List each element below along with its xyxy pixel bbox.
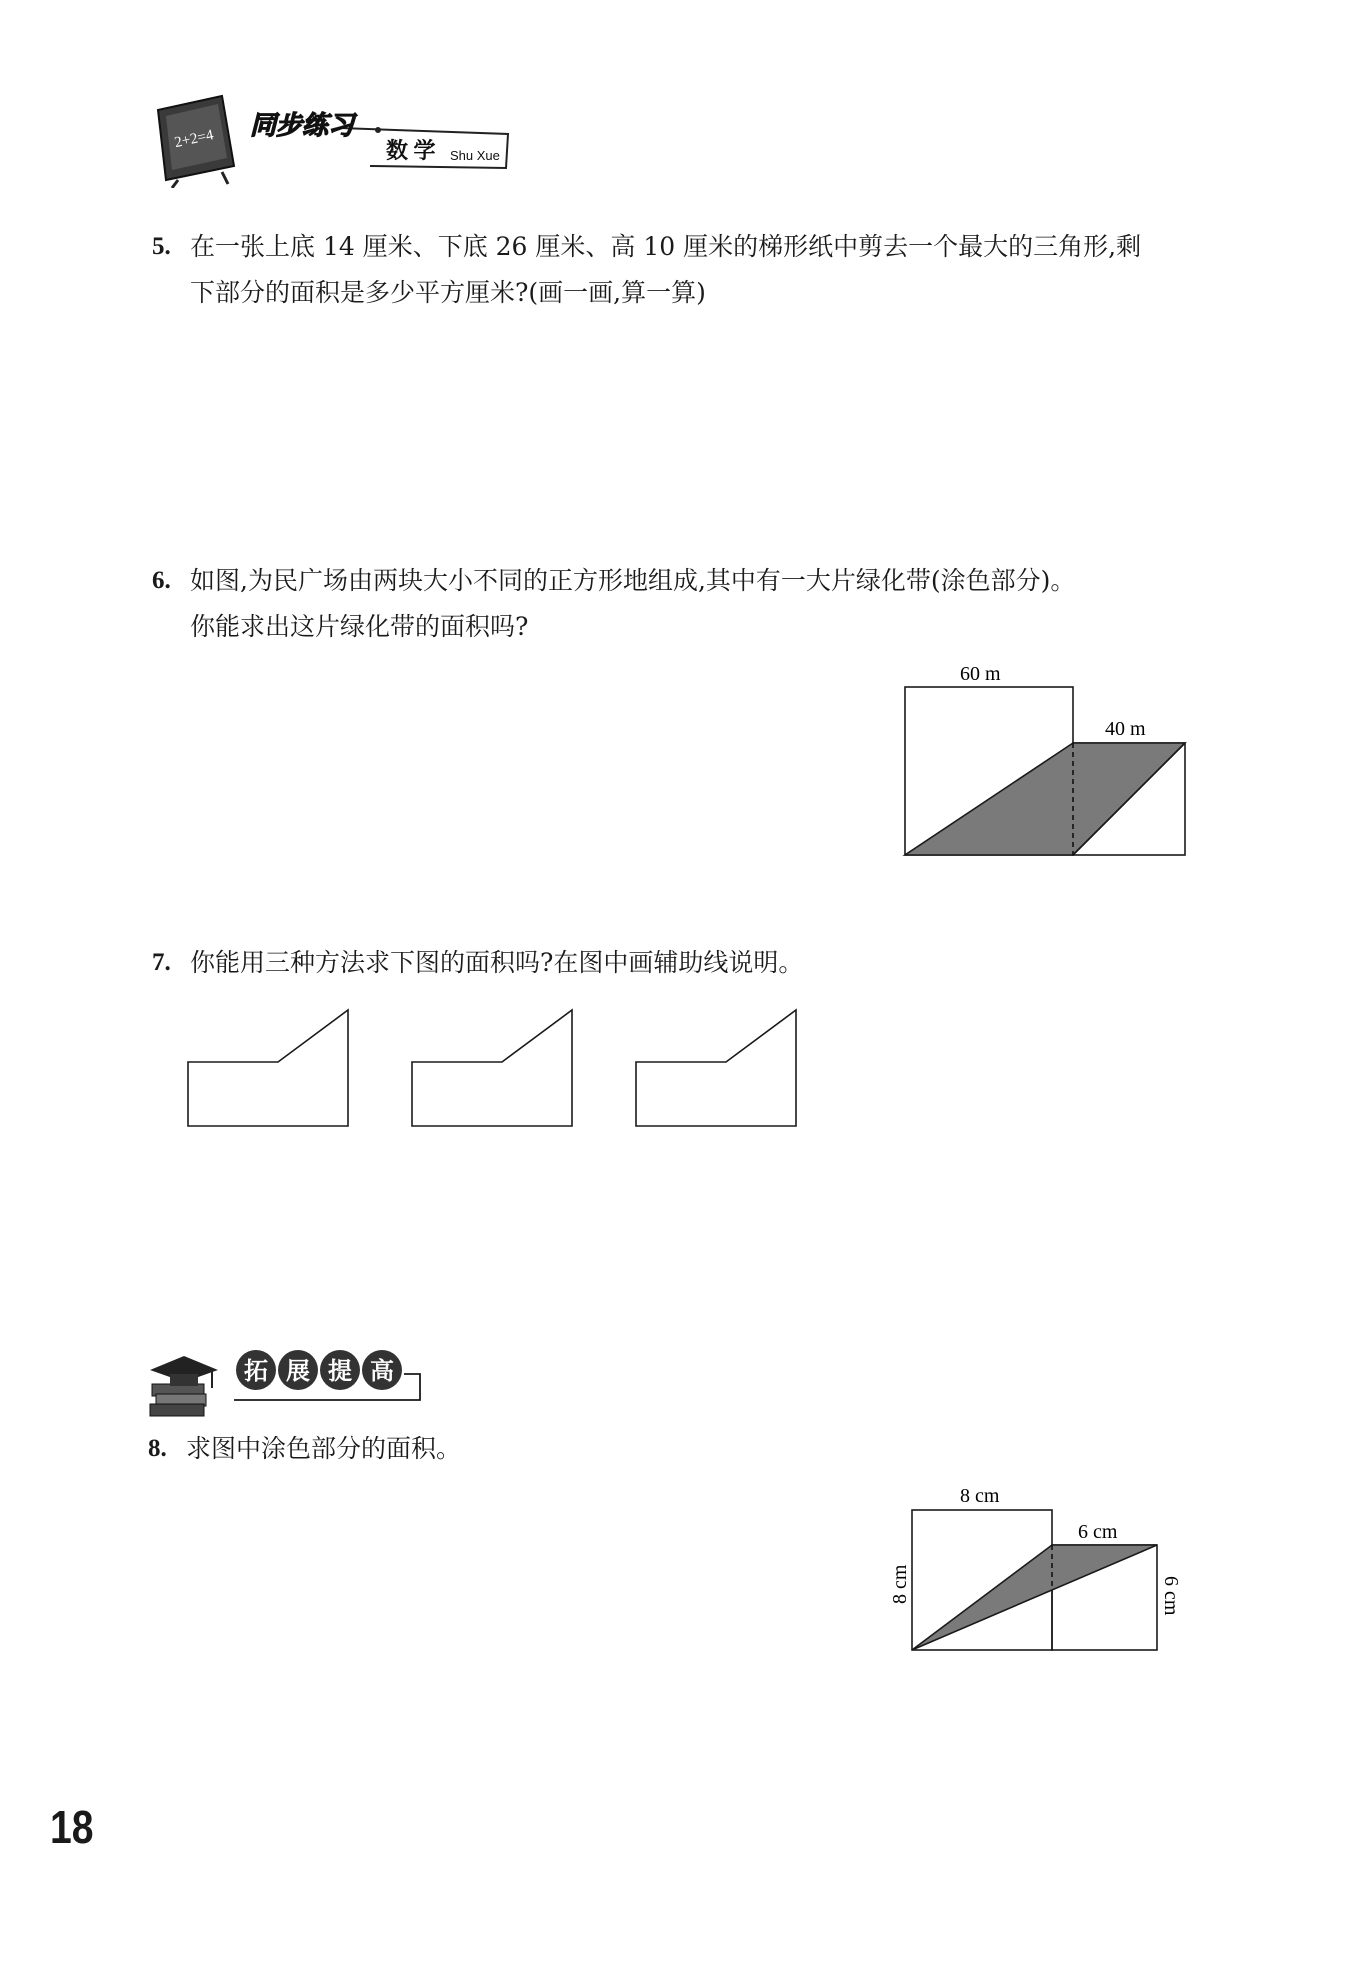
question-number: 7.: [152, 949, 171, 976]
question-number: 6.: [152, 567, 171, 594]
page-number: 18: [50, 1801, 94, 1853]
section-banner: [148, 1340, 428, 1420]
shaded-region: [912, 1545, 1157, 1650]
banner-char-4: 高: [370, 1359, 394, 1385]
question-8: [148, 1426, 461, 1472]
question-text: 求图中涂色部分的面积。: [186, 1434, 462, 1463]
board-text: 2+2=4: [173, 127, 215, 152]
banner-char-2: 展: [286, 1359, 310, 1385]
question-7: [152, 940, 803, 986]
question-text: 你能用三种方法求下图的面积吗?在图中画辅助线说明。: [190, 948, 804, 977]
question-text: 在一张上底 14 厘米、下底 26 厘米、高 10 厘米的梯形纸中剪去一个最大的三角形,剩: [190, 232, 1142, 261]
label-large-square: 60 m: [960, 663, 1001, 685]
shape-a: [188, 1010, 348, 1126]
question-text: 如图,为民广场由两块大小不同的正方形地组成,其中有一大片绿化带(涂色部分)。: [190, 566, 1076, 595]
question-number: 5.: [152, 233, 171, 260]
shape-c: [636, 1010, 796, 1126]
label-top-small: 6 cm: [1078, 1521, 1118, 1543]
label-left: 8 cm: [889, 1564, 911, 1604]
label-right: 6 cm: [1160, 1576, 1182, 1616]
label-small-square: 40 m: [1105, 718, 1146, 740]
figure-q8: [880, 1478, 1210, 1678]
header-logo: [150, 88, 520, 188]
header-pinyin: Shu Xue: [450, 148, 500, 163]
question-text-continued: 你能求出这片绿化带的面积吗?: [190, 612, 529, 641]
question-5: [152, 224, 1141, 316]
banner-char-3: 提: [328, 1359, 352, 1385]
shape-b: [412, 1010, 572, 1126]
header-title: 同步练习: [250, 111, 355, 140]
banner-char-1: 拓: [244, 1359, 268, 1385]
books-cap-icon: [150, 1356, 218, 1416]
header-subject: 数 学: [386, 138, 436, 163]
chalkboard-icon: [150, 88, 520, 188]
question-6: [152, 558, 1075, 650]
question-number: 8.: [148, 1435, 167, 1462]
question-text-continued: 下部分的面积是多少平方厘米?(画一画,算一算): [190, 278, 706, 307]
figure-q6: [890, 660, 1210, 860]
shaded-region: [905, 743, 1185, 855]
figures-q7: [180, 1000, 820, 1140]
label-top-large: 8 cm: [960, 1485, 1000, 1507]
